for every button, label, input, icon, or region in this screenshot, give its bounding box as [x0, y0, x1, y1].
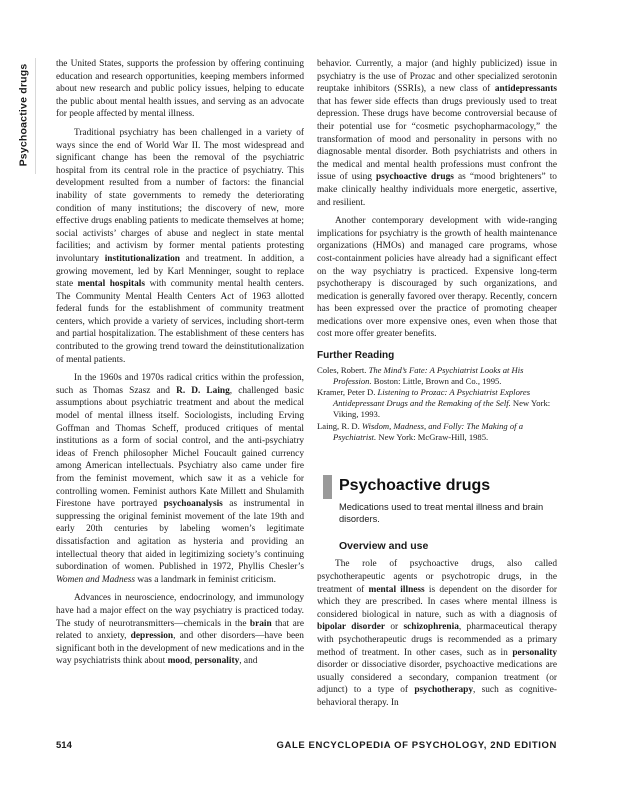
right-column-bottom-text — [317, 558, 557, 709]
keyword-term: mood — [167, 656, 190, 667]
paragraph — [56, 58, 304, 121]
text-run: that are related to anxiety, — [56, 618, 304, 642]
reference-item — [317, 421, 557, 443]
text-run: and treatment. In addition, a growing movement, led by Karl Menninger, sought to replace state — [56, 253, 304, 290]
text-run: with community mental health centers. The Community Mental Health Centers Act of 1963 allotted federal funds for the establishment of community treatment centers, which provide a variety of services, including short-term and partial hospitalization. The establishment of these centers has contributed to the growing trend toward the deinstitutionalization of mental patients. — [56, 279, 304, 365]
keyword-term: institutionalization — [104, 253, 180, 264]
text-run: Advances in neuroscience, endocrinology, and immunology have had a major effect on the way psychiatry is practiced today. The study of neurotransmitters—chemicals in the — [56, 593, 304, 629]
text-run: Boston: Little, Brown and Co., 1995. — [371, 375, 502, 386]
running-head-text: Psychoactive drugs — [17, 63, 29, 167]
text-run: as instrumental in suppressing the original feminist movement of the late 19th and early 20th centuries by labeling women’s legitimate dissatisfaction and agitation as hysteria and providing an intellectual theory that aided in legitimizing society’s continuing subordination of women. Published in 1972, Phyllis Chesler’s — [56, 499, 304, 573]
text-run: disorder or dissociative disorder, psychoactive medications are usually considered a secondary, companion treatment (or adjunct) to a type of — [317, 660, 557, 696]
entry-definition: Medications used to treat mental illness and brain disorders. — [339, 502, 544, 525]
keyword-term: R. D. Laing — [176, 385, 230, 396]
paragraph — [56, 127, 304, 366]
keyword-term: mental illness — [368, 584, 425, 595]
paragraph — [56, 372, 304, 586]
text-run: the United States, supports the profession by offering continuing education and research opportunities, keeping members informed about new research and public policy issues, helping to educate the public about mental health issues, and serving as an advocate for people affected by mental illness. — [56, 59, 304, 120]
text-run: New York: McGraw-Hill, 1985. — [376, 431, 489, 442]
text-run: , such as cognitive-behavioral therapy. In — [317, 685, 557, 709]
paragraph — [317, 58, 557, 209]
keyword-term: psychotherapy — [414, 685, 473, 696]
running-head-rule — [35, 58, 36, 174]
text-run: , pharmaceutical therapy with psychotherapeutic drugs is recommended as a primary method of treatment. In other cases, such as in — [317, 622, 557, 658]
keyword-term: bipolar disorder — [317, 622, 385, 633]
text-run: was a landmark in feminist criticism. — [135, 574, 276, 585]
text-run: that has fewer side effects than drugs previously used to treat depression. These drugs have become controversial because of their potential use for “cosmetic psychopharmacology,” the transformation of mood and personality in persons with no diagnosable mental disorder. Both psychiatrists and others in the medical and mental health professions must confront the issue of using — [317, 96, 557, 183]
entry-header — [317, 475, 557, 526]
text-run: or — [385, 622, 404, 633]
publication-title: GALE ENCYCLOPEDIA OF PSYCHOLOGY, 2ND EDITION — [276, 740, 557, 751]
keyword-term: schizophrenia — [403, 622, 459, 633]
keyword-term: psychoanalysis — [163, 499, 223, 510]
text-run: , challenged basic assumptions about psychiatric treatment and about the medical model of mental illness itself. Sociologists, including Erving Goffman and Thomas Scheff, produced critiques of mental institutions as a form of social control, and the anti-psychiatry ideas of French philosopher Michel Foucault gained currency among American intellectuals. Psychiatry also came under fire from the feminist movement, which saw it as a vehicle for controlling women. Feminist authors Kate Millett and Shulamith Firestone have portrayed — [56, 385, 304, 510]
right-column — [317, 58, 557, 710]
keyword-term: personality — [194, 656, 240, 667]
italic-text: Women and Madness — [56, 574, 136, 585]
page-footer — [56, 740, 557, 754]
keyword-term: psychoactive drugs — [376, 172, 454, 183]
italic-text: The Mind’s Fate: A Psychiatrist Looks at His Profession. — [333, 364, 524, 386]
section-heading: Overview and use — [339, 539, 429, 552]
reference-item — [317, 365, 557, 387]
text-run: New York: Viking, 1993. — [333, 398, 551, 420]
right-column-top-text — [317, 58, 557, 341]
left-column — [56, 58, 304, 668]
text-run: as “mood brighteners” to make clinically healthy individuals more energetic, assertive, and resilient. — [317, 172, 557, 208]
text-run: In the 1960s and 1970s radical critics within the profession, such as Thomas Szasz and — [56, 373, 304, 396]
page-number: 514 — [56, 740, 72, 751]
text-run: Kramer, Peter D. — [317, 387, 378, 398]
running-head — [13, 60, 33, 170]
further-reading-list — [317, 365, 557, 443]
italic-text: Wisdom, Madness, and Folly: The Making of a Psychiatrist. — [333, 420, 523, 442]
keyword-term: antidepressants — [494, 84, 557, 95]
keyword-term: brain — [249, 618, 272, 629]
paragraph — [317, 215, 557, 341]
keyword-term: mental hospitals — [77, 279, 146, 290]
text-run: , and — [239, 656, 258, 667]
text-run: , — [189, 656, 195, 667]
entry-marker-bar — [323, 475, 332, 499]
text-run: Traditional psychiatry has been challenged in a variety of ways since the end of World War II. The most widespread and significant change has been the removal of the psychiatric hospital from its central role in the practice of psychiatry. This development resulted from a number of factors: the financial inability of state governments to remedy the deteriorating condition of many institutions; the discovery of new, more effective drugs enabling patients to medicate themselves at home; social activists’ charges of abuse and neglect in state mental facilities; and activism by former mental patients protesting involuntary — [56, 127, 304, 264]
italic-text: Listening to Prozac: A Psychiatrist Explores Antidepressant Drugs and the Remaking of the Self. — [333, 387, 531, 409]
text-run: , and other disorders—have been significant both in the development of new medications and in the way psychiatrists think about — [56, 631, 304, 667]
paragraph — [317, 558, 557, 709]
text-run: Coles, Robert. — [317, 364, 369, 375]
further-reading-heading: Further Reading — [317, 350, 395, 362]
keyword-term: personality — [512, 647, 557, 658]
text-run: The role of psychoactive drugs, also called psychotherapeutic agents or psychotropic drugs, in the treatment of — [317, 559, 557, 595]
reference-item — [317, 387, 557, 421]
text-run: is dependent on the disorder for which they are prescribed. In cases where mental illness is considered biological in nature, such as with a diagnosis of — [317, 584, 558, 620]
text-run: Laing, R. D. — [317, 420, 362, 431]
keyword-term: depression — [130, 631, 174, 642]
text-run: behavior. Currently, a major (and highly publicized) issue in psychiatry is the use of Prozac and other specialized serotonin reuptake inhibitors (SSRIs), a new class of — [317, 59, 557, 95]
text-run: Another contemporary development with wide-ranging implications for psychiatry is the growth of health maintenance organizations (HMOs) and managed care programs, whose cost-containment policies have already had a significant effect on the way psychiatry is practiced. Expensive long-term psychotherapy is discouraged by such organizations, and medication is generally favored over therapy. Recently, concern has been expressed over the practice of promoting cheaper medications over more expensive ones, even when those that cost more offer greater benefits. — [317, 216, 557, 340]
paragraph — [56, 592, 304, 668]
entry-title: Psychoactive drugs — [339, 477, 491, 495]
